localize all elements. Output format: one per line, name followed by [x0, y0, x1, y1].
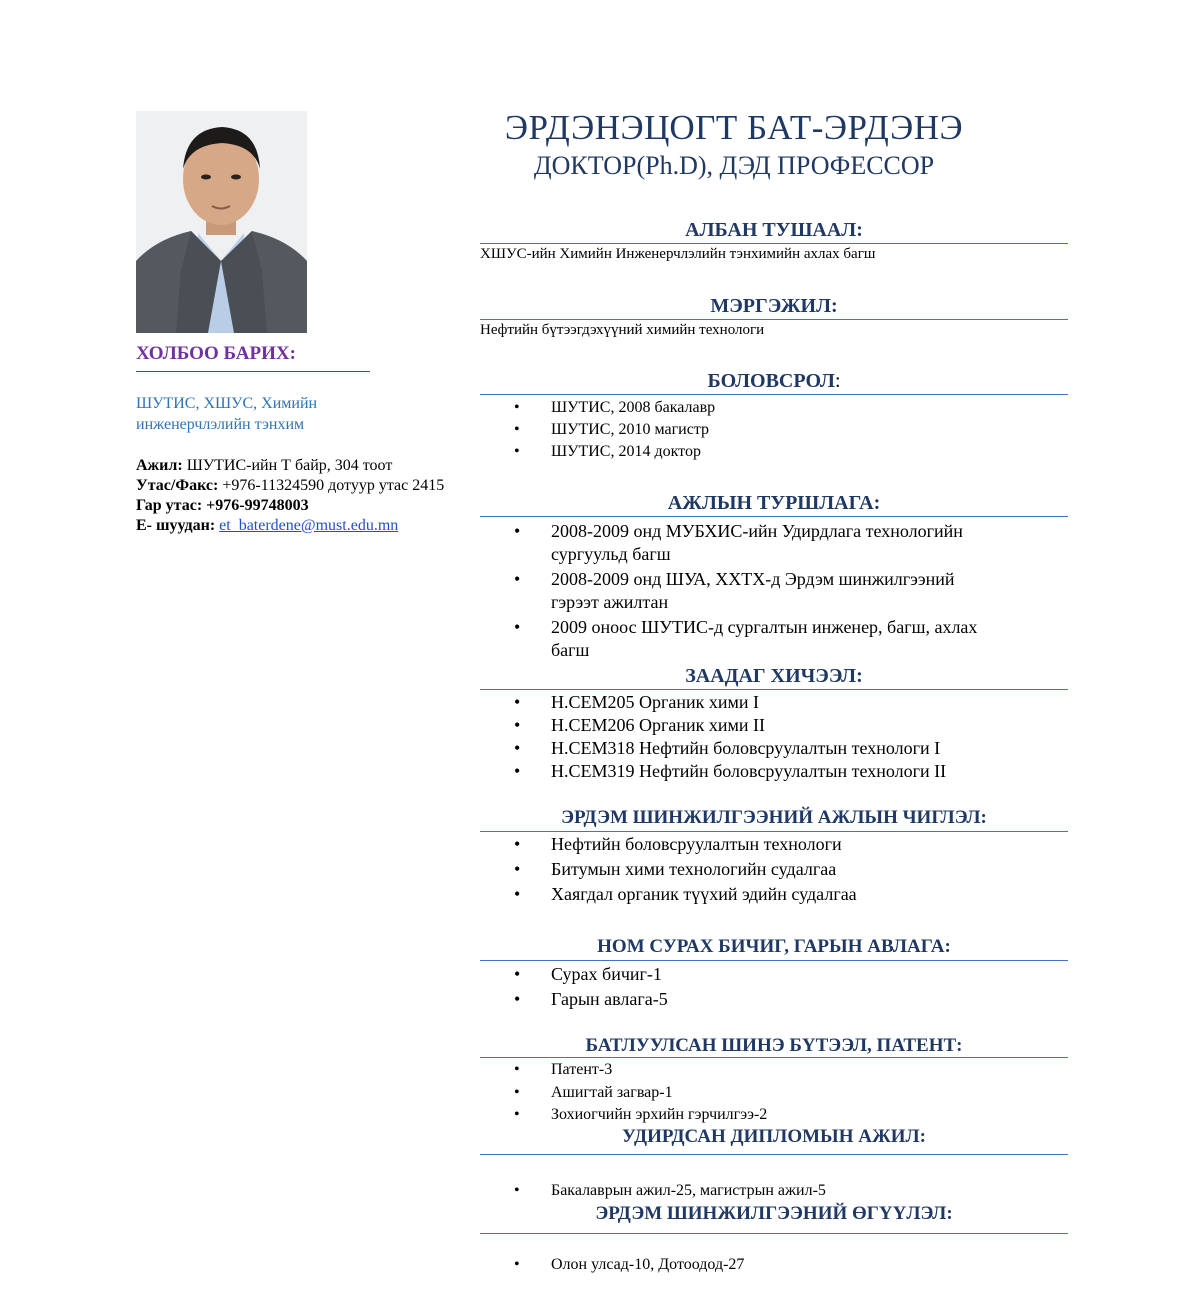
contact-details [136, 456, 446, 536]
work-label: Ажил: [136, 457, 183, 474]
section-title-books: НОМ СУРАХ БИЧИГ, ГАРЫН АВЛАГА: [597, 936, 951, 957]
person-degree: ДОКТОР(Ph.D), ДЭД ПРОФЕССОР [533, 151, 935, 180]
list-item: • Зохиогчийн эрхийн гэрчилгээ-2 [480, 1104, 767, 1127]
list-item: • H.CEM319 Нефтийн боловсруулалтын технологи II [480, 760, 946, 783]
section-title-courses: ЗААДАГ ХИЧЭЭЛ: [685, 665, 863, 687]
list-item: • Гарын авлага-5 [480, 988, 668, 1011]
phone-value: +976-11324590 дотуур утас 2415 [218, 477, 445, 494]
list-item: • Нефтийн боловсруулалтын технологи [480, 833, 857, 856]
work-value: ШУТИС-ийн Т байр, 304 тоот [182, 457, 393, 474]
section-title-experience: АЖЛЫН ТУРШЛАГА: [667, 492, 881, 514]
contact-heading: ХОЛБОО БАРИХ: [136, 343, 296, 364]
list-item: • Бакалаврын ажил-25, магистрын ажил-5 [480, 1180, 826, 1203]
list-item: • Хаягдал органик түүхий эдийн судалгаа [480, 883, 857, 906]
theses-list [480, 1180, 826, 1203]
section-title-patents: БАТЛУУЛСАН ШИНЭ БҮТЭЭЛ, ПАТЕНТ: [585, 1035, 963, 1056]
section-title-profession: МЭРГЭЖИЛ: [710, 295, 838, 317]
section-divider [480, 689, 1068, 690]
person-name: ЭРДЭНЭЦОГТ БАТ-ЭРДЭНЭ [504, 108, 964, 147]
experience-list [480, 520, 980, 662]
portrait-illustration [136, 111, 307, 333]
list-item: • Ашигтай загвар-1 [480, 1082, 767, 1105]
section-divider [480, 243, 1068, 244]
section-title-theses: УДИРДСАН ДИПЛОМЫН АЖИЛ: [622, 1126, 926, 1147]
books-list [480, 963, 668, 1011]
list-item: • Патент-3 [480, 1059, 767, 1082]
profession-text: Нефтийн бүтээгдэхүүний химийн технологи [480, 322, 765, 338]
section-divider [480, 394, 1068, 395]
list-item: • Олон улсад-10, Дотоодод-27 [480, 1254, 744, 1277]
email-link[interactable]: et_baterdene@must.edu.mn [219, 517, 399, 534]
list-item: • ШУТИС, 2008 бакалавр [480, 397, 715, 419]
section-divider [480, 319, 1068, 320]
section-title-talks: ЭРДЭМ ШИНЖИЛГЭЭНИЙ ӨГҮҮЛЭЛ: [595, 1203, 953, 1224]
education-list [480, 397, 715, 463]
education-title-text: БОЛОВСРОЛ [707, 370, 835, 392]
list-item: • ШУТИС, 2014 доктор [480, 441, 715, 463]
section-divider [480, 1154, 1068, 1155]
section-title-research: ЭРДЭМ ШИНЖИЛГЭЭНИЙ АЖЛЫН ЧИГЛЭЛ: [561, 807, 987, 828]
talks-list [480, 1254, 744, 1277]
section-divider [480, 960, 1068, 961]
list-item: • Битумын хими технологийн судалгаа [480, 858, 857, 881]
department-text: ШУТИС, ХШУС, Химийн инженерчлэлийн тэнхим [136, 395, 318, 433]
list-item: • ШУТИС, 2010 магистр [480, 419, 715, 441]
list-item: • H.CEM206 Органик хими II [480, 714, 946, 737]
phone-line [136, 476, 446, 496]
mobile-line [136, 496, 446, 516]
phone-label: Утас/Факс: [136, 477, 219, 494]
education-title-colon: : [834, 370, 841, 392]
section-divider [480, 831, 1068, 832]
contact-divider [136, 371, 370, 372]
profile-photo [136, 111, 307, 333]
list-item: • 2009 оноос ШУТИС-д сургалтын инженер, багш, ахлах багш [480, 616, 980, 662]
work-line [136, 456, 446, 476]
list-item: • 2008-2009 онд МУБХИС-ийн Удирдлага технологийн сургуульд багш [480, 520, 980, 566]
email-label: Е- шуудан: [136, 517, 216, 534]
list-item: • Сурах бичиг-1 [480, 963, 668, 986]
patents-list [480, 1059, 767, 1127]
section-divider [480, 516, 1068, 517]
section-divider [480, 1057, 1068, 1058]
section-divider [480, 1233, 1068, 1234]
email-line [136, 516, 446, 536]
courses-list [480, 691, 946, 783]
section-title-education [480, 370, 1068, 393]
list-item: • H.CEM318 Нефтийн боловсруулалтын технологи I [480, 737, 946, 760]
list-item: • H.CEM205 Органик хими I [480, 691, 946, 714]
research-list [480, 833, 857, 906]
position-text: ХШУС-ийн Химийн Инженерчлэлийн тэнхимийн ахлах багш [480, 246, 876, 262]
section-title-position: АЛБАН ТУШААЛ: [685, 219, 863, 241]
mobile-label: Гар утас: +976-99748003 [136, 497, 309, 514]
list-item: • 2008-2009 онд ШУА, ХХТХ-д Эрдэм шинжилгээний гэрээт ажилтан [480, 568, 980, 614]
